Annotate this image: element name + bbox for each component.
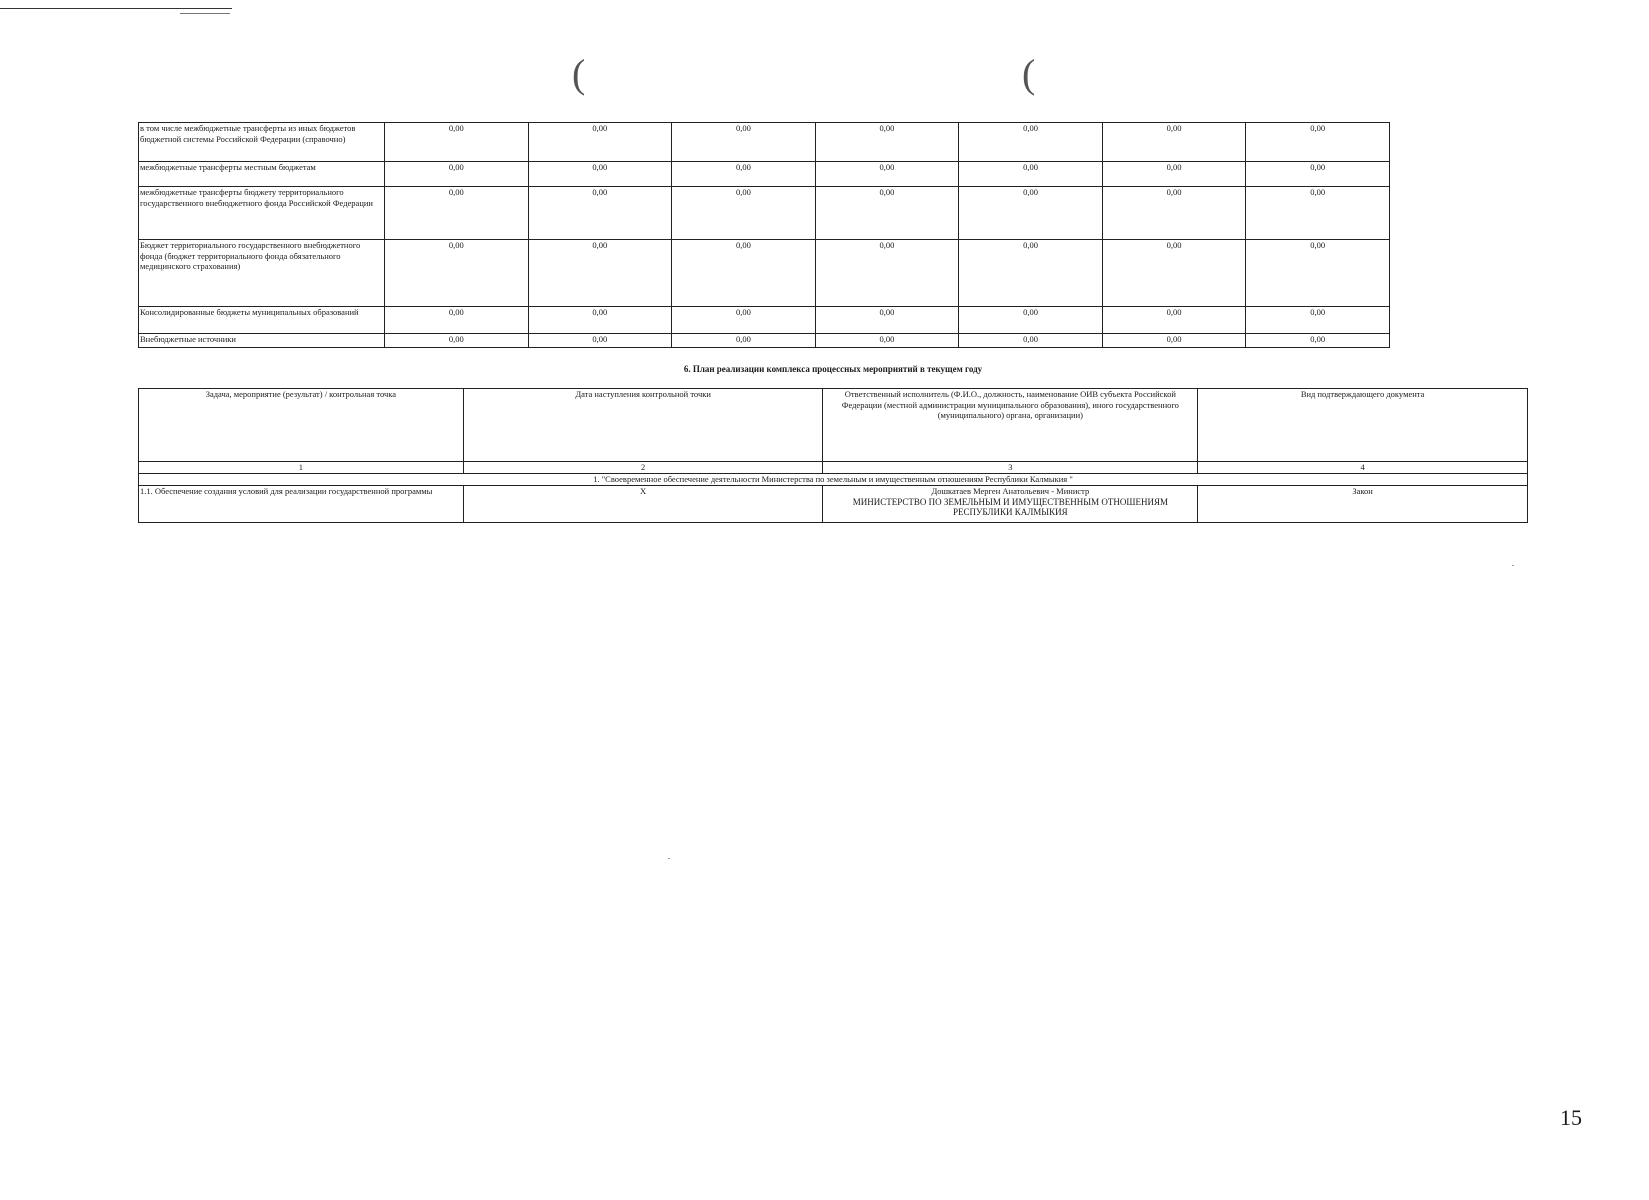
column-number: 1: [139, 462, 464, 474]
scan-artifact-line: [0, 8, 232, 9]
finance-row-label: Консолидированные бюджеты муниципальных образований: [139, 307, 385, 334]
finance-value-cell: 0,00: [815, 307, 959, 334]
finance-value-cell: 0,00: [815, 334, 959, 348]
scan-artifact-line: [180, 13, 230, 14]
finance-value-cell: 0,00: [672, 240, 816, 307]
item-document: Закон: [1198, 486, 1528, 523]
plan-item-row: [139, 486, 1528, 523]
finance-value-cell: 0,00: [1102, 307, 1246, 334]
finance-value-cell: 0,00: [672, 123, 816, 162]
finance-value-cell: 0,00: [385, 187, 529, 240]
finance-row-label: в том числе межбюджетные трансферты из иных бюджетов бюджетной системы Российской Федерации (справочно): [139, 123, 385, 162]
finance-value-cell: 0,00: [959, 123, 1103, 162]
finance-value-cell: 0,00: [528, 123, 672, 162]
punch-hole-mark: (: [1022, 51, 1036, 96]
item-date: X: [463, 486, 823, 523]
finance-row: [139, 307, 1390, 334]
finance-value-cell: 0,00: [385, 240, 529, 307]
finance-value-cell: 0,00: [528, 307, 672, 334]
finance-value-cell: 0,00: [1102, 334, 1246, 348]
finance-value-cell: 0,00: [1246, 240, 1390, 307]
finance-row-label: Внебюджетные источники: [139, 334, 385, 348]
finance-value-cell: 0,00: [959, 240, 1103, 307]
finance-value-cell: 0,00: [815, 123, 959, 162]
item-name: 1.1. Обеспечение создания условий для реализации государственной программы: [139, 486, 464, 523]
finance-value-cell: 0,00: [385, 162, 529, 187]
section-title: 6. План реализации комплекса процессных мероприятий в текущем году: [683, 364, 983, 374]
plan-number-row: [139, 462, 1528, 474]
page-number: 15: [1560, 1105, 1582, 1130]
finance-value-cell: 0,00: [385, 334, 529, 348]
finance-value-cell: 0,00: [385, 307, 529, 334]
header-date: Дата наступления контрольной точки: [463, 389, 823, 462]
item-executor: [823, 486, 1198, 523]
finance-value-cell: 0,00: [385, 123, 529, 162]
plan-header-row: [139, 389, 1528, 462]
finance-row: [139, 123, 1390, 162]
finance-value-cell: 0,00: [815, 240, 959, 307]
finance-value-cell: 0,00: [1102, 187, 1246, 240]
finance-value-cell: 0,00: [528, 187, 672, 240]
finance-value-cell: 0,00: [959, 334, 1103, 348]
header-task: Задача, мероприятие (результат) / контрольная точка: [139, 389, 464, 462]
finance-value-cell: 0,00: [672, 334, 816, 348]
finance-row-label: межбюджетные трансферты местным бюджетам: [139, 162, 385, 187]
column-number: 4: [1198, 462, 1528, 474]
finance-value-cell: 0,00: [1246, 187, 1390, 240]
finance-value-cell: 0,00: [672, 162, 816, 187]
task-title: 1. "Своевременное обеспечение деятельности Министерства по земельным и имущественным отношениям Республики Калмыкия ": [139, 474, 1528, 486]
plan-task-row: [139, 474, 1528, 486]
finance-row-label: межбюджетные трансферты бюджету территориального государственного внебюджетного фонда Российской Федерации: [139, 187, 385, 240]
finance-value-cell: 0,00: [672, 307, 816, 334]
header-executor: Ответственный исполнитель (Ф.И.О., должность, наименование ОИВ субъекта Российской Федерации (местной администрации муниципального образования), иного государственного (муниципального) органа, организации): [823, 389, 1198, 462]
finance-value-cell: 0,00: [1246, 123, 1390, 162]
finance-value-cell: 0,00: [1246, 162, 1390, 187]
finance-value-cell: 0,00: [1102, 123, 1246, 162]
scan-speck: [1512, 565, 1514, 566]
finance-value-cell: 0,00: [672, 187, 816, 240]
column-number: 3: [823, 462, 1198, 474]
finance-row: [139, 334, 1390, 348]
finance-table: [138, 122, 1390, 348]
finance-value-cell: 0,00: [528, 334, 672, 348]
finance-value-cell: 0,00: [815, 187, 959, 240]
finance-value-cell: 0,00: [528, 240, 672, 307]
finance-row: [139, 162, 1390, 187]
finance-value-cell: 0,00: [815, 162, 959, 187]
finance-value-cell: 0,00: [528, 162, 672, 187]
finance-value-cell: 0,00: [1246, 334, 1390, 348]
executor-person: Дошкатаев Мерген Анатольевич - Министр: [931, 486, 1090, 496]
column-number: 2: [463, 462, 823, 474]
scan-speck: [668, 858, 670, 859]
finance-row: [139, 187, 1390, 240]
finance-row: [139, 240, 1390, 307]
finance-value-cell: 0,00: [1102, 162, 1246, 187]
header-document: Вид подтверждающего документа: [1198, 389, 1528, 462]
finance-value-cell: 0,00: [1246, 307, 1390, 334]
finance-value-cell: 0,00: [1102, 240, 1246, 307]
plan-table: [138, 388, 1528, 523]
finance-value-cell: 0,00: [959, 307, 1103, 334]
finance-value-cell: 0,00: [959, 162, 1103, 187]
executor-organization: МИНИСТЕРСТВО ПО ЗЕМЕЛЬНЫМ И ИМУЩЕСТВЕННЫМ ОТНОШЕНИЯМ РЕСПУБЛИКИ КАЛМЫКИЯ: [852, 496, 1168, 517]
punch-hole-mark: (: [572, 51, 586, 96]
finance-row-label: Бюджет территориального государственного внебюджетного фонда (бюджет территориального фонда обязательного медицинского страхования): [139, 240, 385, 307]
finance-value-cell: 0,00: [959, 187, 1103, 240]
